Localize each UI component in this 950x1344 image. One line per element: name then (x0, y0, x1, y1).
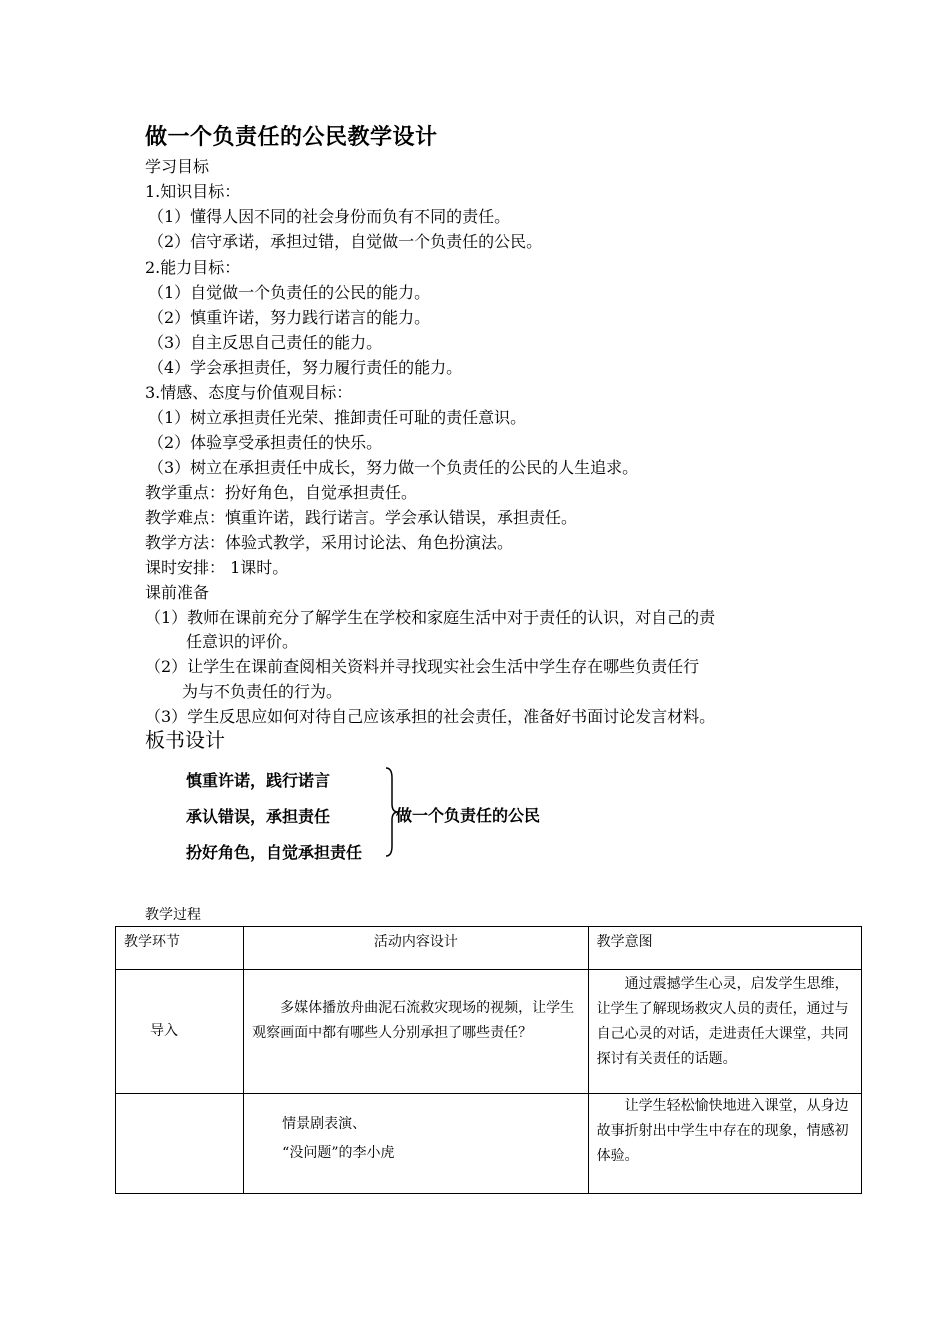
knowledge-item: （1）懂得人因不同的社会身份而负有不同的责任。 (148, 207, 511, 226)
board-line: 慎重许诺，践行诺言 (186, 771, 331, 790)
column-header: 活动内容设计 (244, 927, 588, 970)
teaching-method: 教学方法：体验式教学，采用讨论法、角色扮演法。 (145, 533, 514, 552)
table-cell (116, 970, 244, 1094)
preparation-heading: 课前准备 (145, 583, 210, 602)
emotion-label: 3.情感、态度与价值观目标： (145, 383, 353, 402)
stage-text (116, 1094, 243, 1102)
activity-text: “没问题”的李小虎 (282, 1145, 395, 1161)
table-cell (116, 1094, 244, 1194)
ability-item: （4）学会承担责任，努力履行责任的能力。 (148, 358, 463, 377)
activity-text: 情景剧表演、 (282, 1116, 367, 1132)
document-title: 做一个负责任的公民教学设计 (145, 125, 438, 150)
preparation-item-continued: 为与不负责任的行为。 (182, 682, 343, 701)
table-row (116, 1094, 862, 1194)
difficulty: 教学难点：慎重许诺，践行诺言。学会承认错误，承担责任。 (145, 508, 578, 527)
emotion-item: （2）体验享受承担责任的快乐。 (148, 433, 383, 452)
objectives-heading: 学习目标 (145, 157, 210, 176)
board-line: 承认错误，承担责任 (186, 807, 331, 826)
board-design (186, 760, 566, 870)
table-header-row (116, 927, 862, 970)
ability-label: 2.能力目标： (145, 258, 241, 277)
board-heading: 板书设计 (145, 728, 225, 752)
table-cell (588, 1094, 861, 1194)
board-summary: 做一个负责任的公民 (396, 806, 541, 825)
preparation-item: （3）学生反思应如何对待自己应该承担的社会责任，准备好书面讨论发言材料。 (145, 707, 716, 726)
emotion-item: （3）树立在承担责任中成长，努力做一个负责任的公民的人生追求。 (148, 458, 639, 477)
process-table (115, 926, 862, 1194)
ability-item: （1）自觉做一个负责任的公民的能力。 (148, 283, 431, 302)
activity-text: 多媒体播放舟曲泥石流救灾现场的视频，让学生观察画面中都有哪些人分别承担了哪些责任？ (252, 1000, 575, 1041)
emotion-item: （1）树立承担责任光荣、推卸责任可耻的责任意识。 (148, 408, 527, 427)
ability-item: （2）慎重许诺，努力践行诺言的能力。 (148, 308, 431, 327)
process-label: 教学过程 (145, 907, 201, 923)
ability-item: （3）自主反思自己责任的能力。 (148, 333, 383, 352)
stage-text: 导入 (150, 1023, 178, 1039)
knowledge-item: （2）信守承诺，承担过错，自觉做一个负责任的公民。 (148, 232, 543, 251)
preparation-item: （2）让学生在课前查阅相关资料并寻找现实社会生活中学生存在哪些负责任行 (145, 657, 700, 676)
column-header: 教学意图 (588, 927, 861, 970)
schedule: 课时安排： 1课时。 (145, 558, 289, 577)
key-point: 教学重点：扮好角色，自觉承担责任。 (145, 483, 418, 502)
table-cell (244, 970, 588, 1094)
preparation-item-continued: 任意识的评价。 (186, 632, 299, 651)
table-row (116, 970, 862, 1094)
table-cell (588, 970, 861, 1094)
intent-text: 通过震撼学生心灵，启发学生思维，让学生了解现场救灾人员的责任，通过与自己心灵的对话，走进责任大课堂，共同探讨有关责任的话题。 (596, 976, 849, 1067)
preparation-item: （1）教师在课前充分了解学生在学校和家庭生活中对于责任的认识，对自己的责 (145, 608, 716, 627)
intent-text: 让学生轻松愉快地进入课堂，从身边故事折射出中学生中存在的现象，情感初体验。 (596, 1098, 849, 1164)
column-header: 教学环节 (116, 927, 244, 970)
table-cell (244, 1094, 588, 1194)
knowledge-label: 1.知识目标： (145, 182, 241, 201)
board-line: 扮好角色，自觉承担责任 (186, 843, 363, 862)
